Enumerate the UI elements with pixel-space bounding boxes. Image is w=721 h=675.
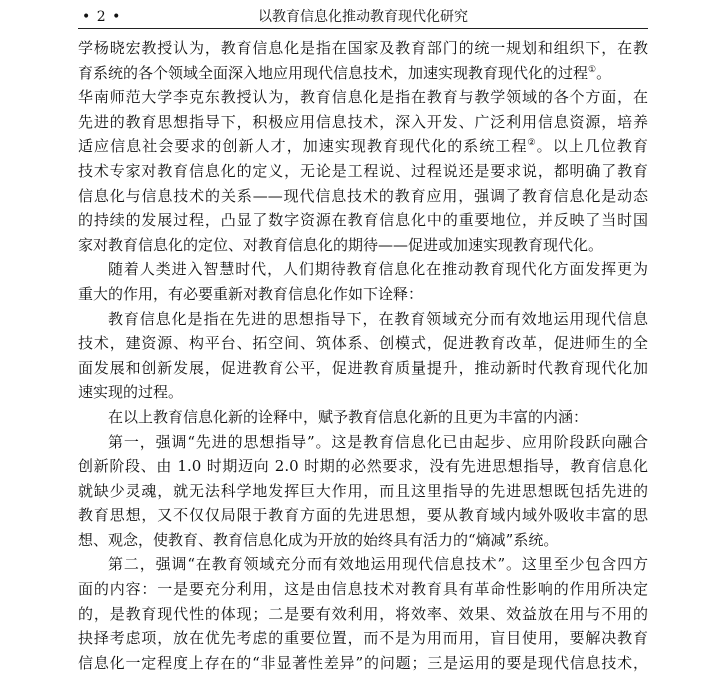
line-text: 就缺少灵魂，就无法科学地发挥巨大作用，而且这里指导的先进思想既包括先进的: [78, 481, 648, 500]
text-line: [78, 159, 648, 184]
footnote-marker: ②: [527, 138, 537, 149]
line-text: 先进的教育思想指导下，积极应用信息技术，深入开发、广泛利用信息资源，培养: [78, 112, 648, 131]
text-line: [78, 208, 648, 233]
text-line: [78, 528, 648, 553]
text-line: [78, 454, 648, 479]
text-line: [78, 380, 648, 405]
running-header: [78, 6, 648, 29]
line-text-tail: 。: [596, 63, 612, 82]
text-line: [78, 331, 648, 356]
line-text: 速实现的过程。: [78, 383, 184, 402]
text-line: [78, 651, 648, 675]
line-text: 华南师范大学李克东教授认为，教育信息化是指在教育与教学领域的各个方面，在: [78, 88, 648, 107]
text-line: [78, 356, 648, 381]
text-line: [78, 184, 648, 209]
line-text: 面的内容：一是要充分利用，这是由信息技术对教育具有革命性影响的作用所决定: [78, 580, 648, 599]
line-text: 创新阶段、由 1.0 时期迈向 2.0 时期的必然要求，没有先进思想指导，教育信息化: [78, 457, 648, 476]
line-text: 抉择考虑项，放在优先考虑的重要位置，而不是为用而用，盲目使用，要解决教育: [78, 629, 648, 648]
text-line: [78, 257, 648, 282]
page-number: • 2 •: [82, 9, 122, 25]
line-text: 重大的作用，有必要重新对教育信息化作如下诠释：: [78, 284, 424, 303]
line-text: 技术，建资源、构平台、拓空间、筑体系、创模式，促进教育改革，促进师生的全: [78, 334, 648, 353]
line-text: 技术专家对教育信息化的定义，无论是工程说、过程说还是要求说，都明确了教育: [78, 161, 648, 180]
line-text: 教育思想，又不仅仅局限于教育方面的先进思想，要从教育域内域外吸收丰富的思: [78, 506, 648, 525]
line-text: 教育信息化是指在先进的思想指导下，在教育领域充分而有效地运用现代信息: [108, 309, 648, 328]
line-text: 育系统的各个领域全面深入地应用现代信息技术，加速实现教育现代化的过程: [78, 63, 589, 82]
running-title: 以教育信息化推动教育现代化研究: [258, 9, 468, 25]
text-line: [78, 282, 648, 307]
text-line: [78, 430, 648, 455]
line-text: 想、观念，使教育、教育信息化成为开放的始终具有活力的“熵减”系统。: [78, 530, 559, 549]
text-line: [78, 503, 648, 528]
line-text: 的，是教育现代性的体现；二是要有效利用，将效率、效果、效益放在用与不用的: [78, 604, 648, 623]
text-line: [78, 552, 648, 577]
text-line: [78, 405, 648, 430]
text-line: [78, 577, 648, 602]
line-text-tail: 。以上几位教育: [536, 137, 648, 156]
line-text: 家对教育信息化的定位、对教育信息化的期待——促进或加速实现教育现代化。: [78, 235, 604, 254]
line-text: 面发展和创新发展，促进教育公平，促进教育质量提升，推动新时代教育现代化加: [78, 358, 648, 377]
line-text: 第一，强调“先进的思想指导”。这是教育信息化已由起步、应用阶段跃向融合: [108, 432, 648, 451]
line-text: 信息化一定程度上存在的“非显著性差异”的问题；三是运用的要是现代信息技术，: [78, 653, 648, 672]
text-line: [78, 36, 648, 61]
line-text: 信息化与信息技术的关系——现代信息技术的教育应用，强调了教育信息化是动态: [78, 186, 648, 205]
text-line: [78, 134, 648, 159]
text-line: [78, 233, 648, 258]
line-text: 第二，强调“在教育领域充分而有效地运用现代信息技术”。这里至少包含四方: [108, 555, 648, 574]
text-line: [78, 85, 648, 110]
body-text: [78, 36, 648, 675]
line-text: 的持续的发展过程，凸显了数字资源在教育信息化中的重要地位，并反映了当时国: [78, 211, 648, 230]
text-line: [78, 602, 648, 627]
text-line: [78, 479, 648, 504]
line-text: 学杨晓宏教授认为，教育信息化是指在国家及教育部门的统一规划和组织下，在教: [78, 39, 648, 57]
text-line: [78, 110, 648, 135]
footnote-marker: ①: [588, 64, 597, 75]
text-line: [78, 61, 648, 86]
line-text: 在以上教育信息化新的诠释中，赋予教育信息化新的且更为丰富的内涵：: [108, 407, 589, 426]
line-text: 适应信息社会要求的创新人才，加速实现教育现代化的系统工程: [78, 137, 528, 156]
text-line: [78, 307, 648, 332]
line-text: 随着人类进入智慧时代，人们期待教育信息化在推动教育现代化方面发挥更为: [108, 260, 648, 279]
text-line: [78, 626, 648, 651]
